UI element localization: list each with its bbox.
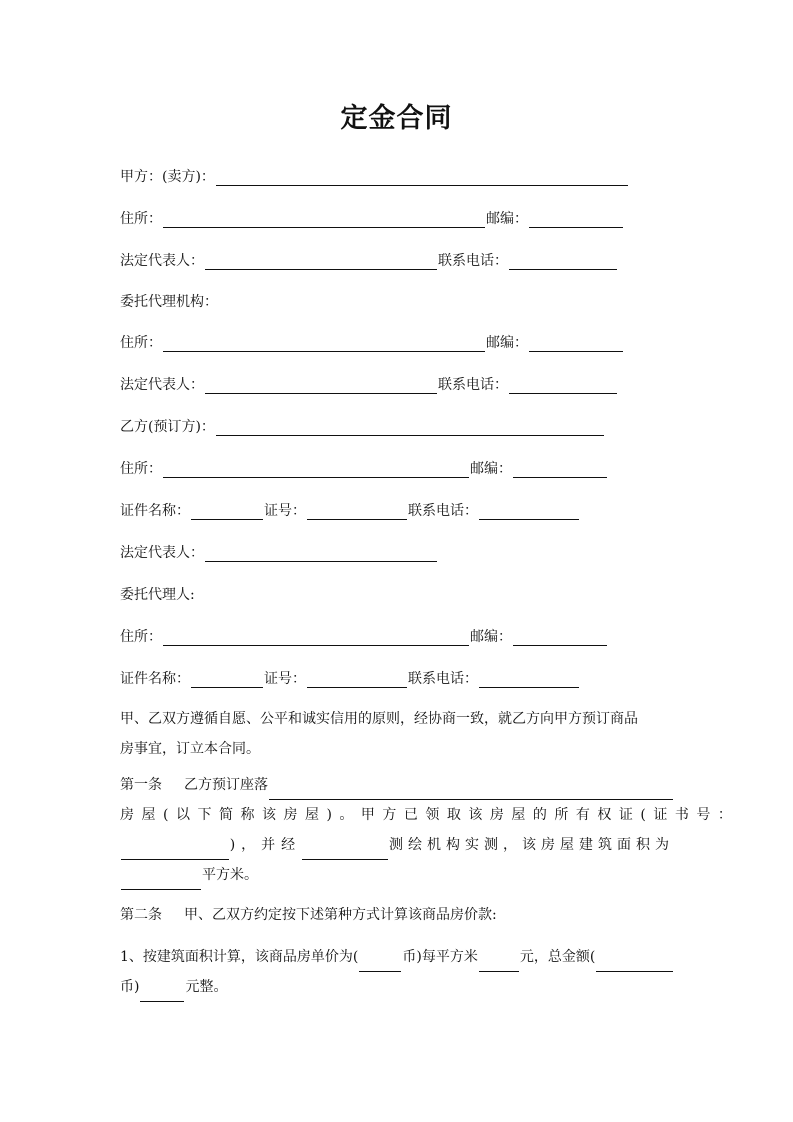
article-1-line-1 — [120, 770, 674, 800]
agent-address-line — [120, 626, 608, 646]
party-a-line — [120, 166, 629, 186]
agent-org-legal-rep-field[interactable] — [205, 379, 437, 394]
clause-1-text-b: 币)每平方米 — [402, 949, 478, 965]
party-b-id-no-label: 证号： — [264, 503, 306, 519]
party-b-postcode-field[interactable] — [513, 463, 607, 478]
agent-org-address-label: 住所： — [120, 335, 162, 351]
article-1-text-c: )，并经 — [229, 837, 302, 853]
article-2-text: 甲、乙双方约定按下述第种方式计算该商品房价款: — [184, 907, 497, 923]
party-b-phone-field[interactable] — [479, 505, 579, 520]
article-1-area-field[interactable] — [121, 875, 201, 890]
agent-address-field[interactable] — [163, 631, 469, 646]
clause-1-line-2 — [120, 972, 674, 1002]
intro-line-1: 甲、乙双方遵循自愿、公平和诚实信用的原则，经协商一致，就乙方向甲方预订商品 — [120, 711, 638, 727]
agent-id-name-label: 证件名称： — [120, 671, 190, 687]
intro-paragraph — [120, 704, 674, 764]
party-a-rep-line — [120, 250, 618, 270]
party-b-id-name-field[interactable] — [191, 505, 263, 520]
clause-1-text-d: 币) — [120, 979, 140, 995]
party-b-label: 乙方(预订方)： — [120, 419, 215, 435]
party-b-legal-rep-field[interactable] — [205, 547, 437, 562]
party-b-address-field[interactable] — [163, 463, 469, 478]
article-2-line — [120, 900, 674, 930]
party-a-address-field[interactable] — [163, 213, 485, 228]
agent-id-line — [120, 668, 580, 688]
agent-org-line — [120, 291, 218, 311]
party-a-postcode-field[interactable] — [529, 213, 623, 228]
clause-1-text-e: 元整。 — [185, 979, 228, 995]
article-1-heading: 第一条 — [120, 777, 162, 793]
clause-1-text-c: 元，总金额( — [519, 949, 596, 965]
agent-org-postcode-label: 邮编： — [486, 335, 528, 351]
agent-id-name-field[interactable] — [191, 673, 263, 688]
article-1-text-e: 平方米。 — [202, 867, 258, 883]
article-1-text-d: 测绘机构实测，该房屋建筑面积为 — [389, 837, 674, 853]
party-b-name-field[interactable] — [216, 421, 604, 436]
party-a-postcode-label: 邮编： — [486, 211, 528, 227]
party-a-label: 甲方：(卖方)： — [120, 169, 215, 185]
party-b-phone-label: 联系电话： — [408, 503, 478, 519]
agent-id-no-field[interactable] — [307, 673, 407, 688]
party-a-address-line — [120, 208, 624, 228]
article-1-location-field[interactable] — [269, 785, 673, 800]
clause-1-text-a: 1、按建筑面积计算，该商品房单价为( — [120, 949, 359, 965]
party-a-phone-field[interactable] — [509, 255, 617, 270]
agent-org-phone-label: 联系电话： — [438, 377, 508, 393]
party-b-id-line — [120, 500, 580, 520]
article-1-line-4 — [120, 860, 674, 890]
party-b-rep-line — [120, 542, 438, 562]
party-b-id-no-field[interactable] — [307, 505, 407, 520]
clause-1-unit-price-field[interactable] — [479, 957, 519, 972]
clause-1-line-1 — [120, 942, 674, 972]
agent-org-postcode-field[interactable] — [529, 337, 623, 352]
agent-line — [120, 584, 195, 604]
agent-phone-label: 联系电话： — [408, 671, 478, 687]
page-title: 定金合同 — [340, 103, 453, 134]
agent-phone-field[interactable] — [479, 673, 579, 688]
article-1-survey-org-field[interactable] — [302, 845, 388, 860]
agent-org-address-field[interactable] — [163, 337, 485, 352]
article-2 — [120, 900, 674, 930]
article-1-line-2: 房屋(以下简称该房屋)。甲方已领取该房屋的所有权证(证书号： — [120, 807, 740, 823]
article-1-line-3 — [120, 830, 674, 860]
party-b-address-line — [120, 458, 608, 478]
agent-org-rep-line — [120, 374, 618, 394]
party-a-address-label: 住所： — [120, 211, 162, 227]
party-a-legal-rep-field[interactable] — [205, 255, 437, 270]
agent-id-no-label: 证号： — [264, 671, 306, 687]
article-1-text-a: 乙方预订座落 — [184, 777, 268, 793]
agent-postcode-label: 邮编： — [470, 629, 512, 645]
party-b-id-name-label: 证件名称： — [120, 503, 190, 519]
agent-org-legal-rep-label: 法定代表人： — [120, 377, 204, 393]
clause-1-total-amount-field[interactable] — [140, 987, 184, 1002]
article-1 — [120, 770, 740, 890]
agent-postcode-field[interactable] — [513, 631, 607, 646]
party-b-address-label: 住所： — [120, 461, 162, 477]
clause-1-currency-field[interactable] — [359, 957, 401, 972]
article-2-heading: 第二条 — [120, 907, 162, 923]
clause-1 — [120, 942, 674, 1002]
article-1-cert-no-field[interactable] — [121, 845, 229, 860]
party-b-legal-rep-label: 法定代表人： — [120, 545, 204, 561]
agent-address-label: 住所： — [120, 629, 162, 645]
party-a-phone-label: 联系电话： — [438, 253, 508, 269]
agent-org-label: 委托代理机构： — [120, 294, 218, 310]
party-b-postcode-label: 邮编： — [470, 461, 512, 477]
agent-org-phone-field[interactable] — [509, 379, 617, 394]
party-a-legal-rep-label: 法定代表人： — [120, 253, 204, 269]
party-b-line — [120, 416, 605, 436]
agent-org-address-line — [120, 332, 624, 352]
party-a-name-field[interactable] — [216, 171, 628, 186]
intro-line-2: 房事宜，订立本合同。 — [120, 741, 260, 757]
clause-1-total-currency-field[interactable] — [596, 957, 673, 972]
agent-label: 委托代理人: — [120, 587, 195, 603]
